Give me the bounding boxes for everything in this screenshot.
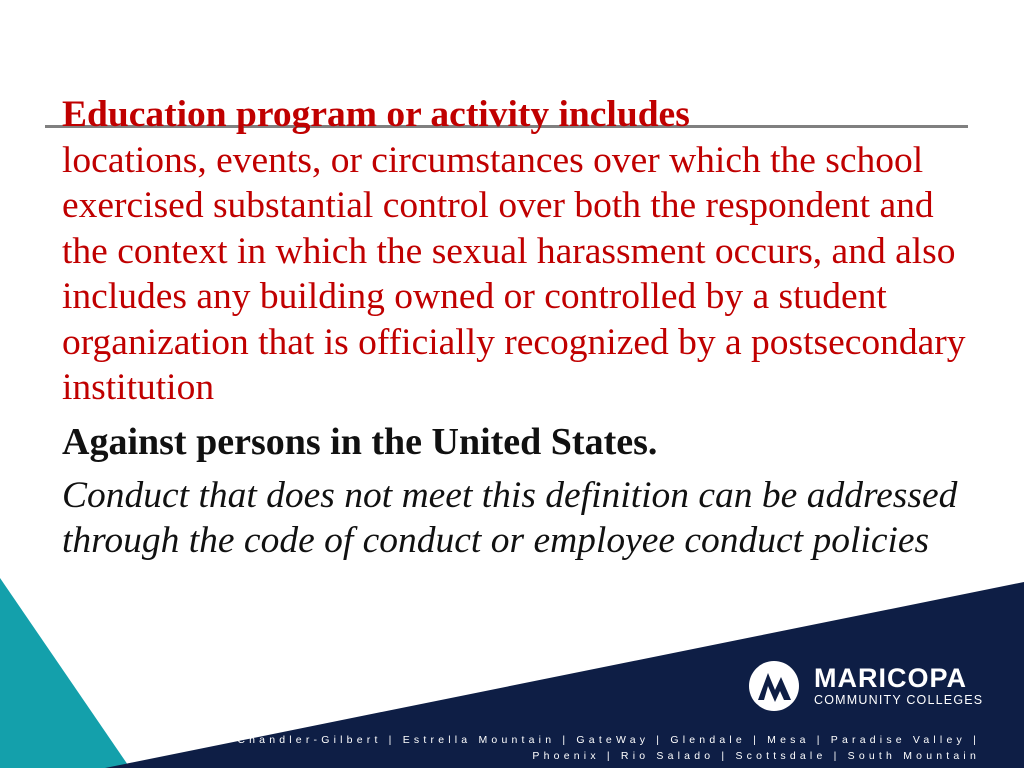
teal-corner-shape xyxy=(0,578,130,768)
scope-heading: Against persons in the United States. xyxy=(62,420,658,463)
conduct-note: Conduct that does not meet this definition can be addressed through the code of conduct or employee conduct policies xyxy=(62,474,958,561)
definition-body: locations, events, or circumstances over which the school exercised substantial control over both the respondent and the context in which the sexual harassment occurs, and also includes any building owned or controlled by a student organization that is officially recognized by a postsecondary institution xyxy=(62,139,966,408)
logo-subtitle: COMMUNITY COLLEGES xyxy=(814,693,984,707)
logo-wordmark xyxy=(814,664,983,708)
maricopa-logo xyxy=(748,660,983,712)
logo-name: MARICOPA xyxy=(814,663,967,693)
footer-line-1: Chandler-Gilbert | Estrella Mountain | GateWay | Glendale | Mesa | Paradise Valley | xyxy=(237,734,980,746)
slide-content xyxy=(62,92,982,564)
definition-lead: Education program or activity includes xyxy=(62,94,690,135)
definition-paragraph xyxy=(62,92,982,411)
college-list-footer xyxy=(237,732,980,764)
footer-line-2: Phoenix | Rio Salado | Scottsdale | South Mountain xyxy=(532,750,980,762)
maricopa-m-icon xyxy=(748,660,800,712)
